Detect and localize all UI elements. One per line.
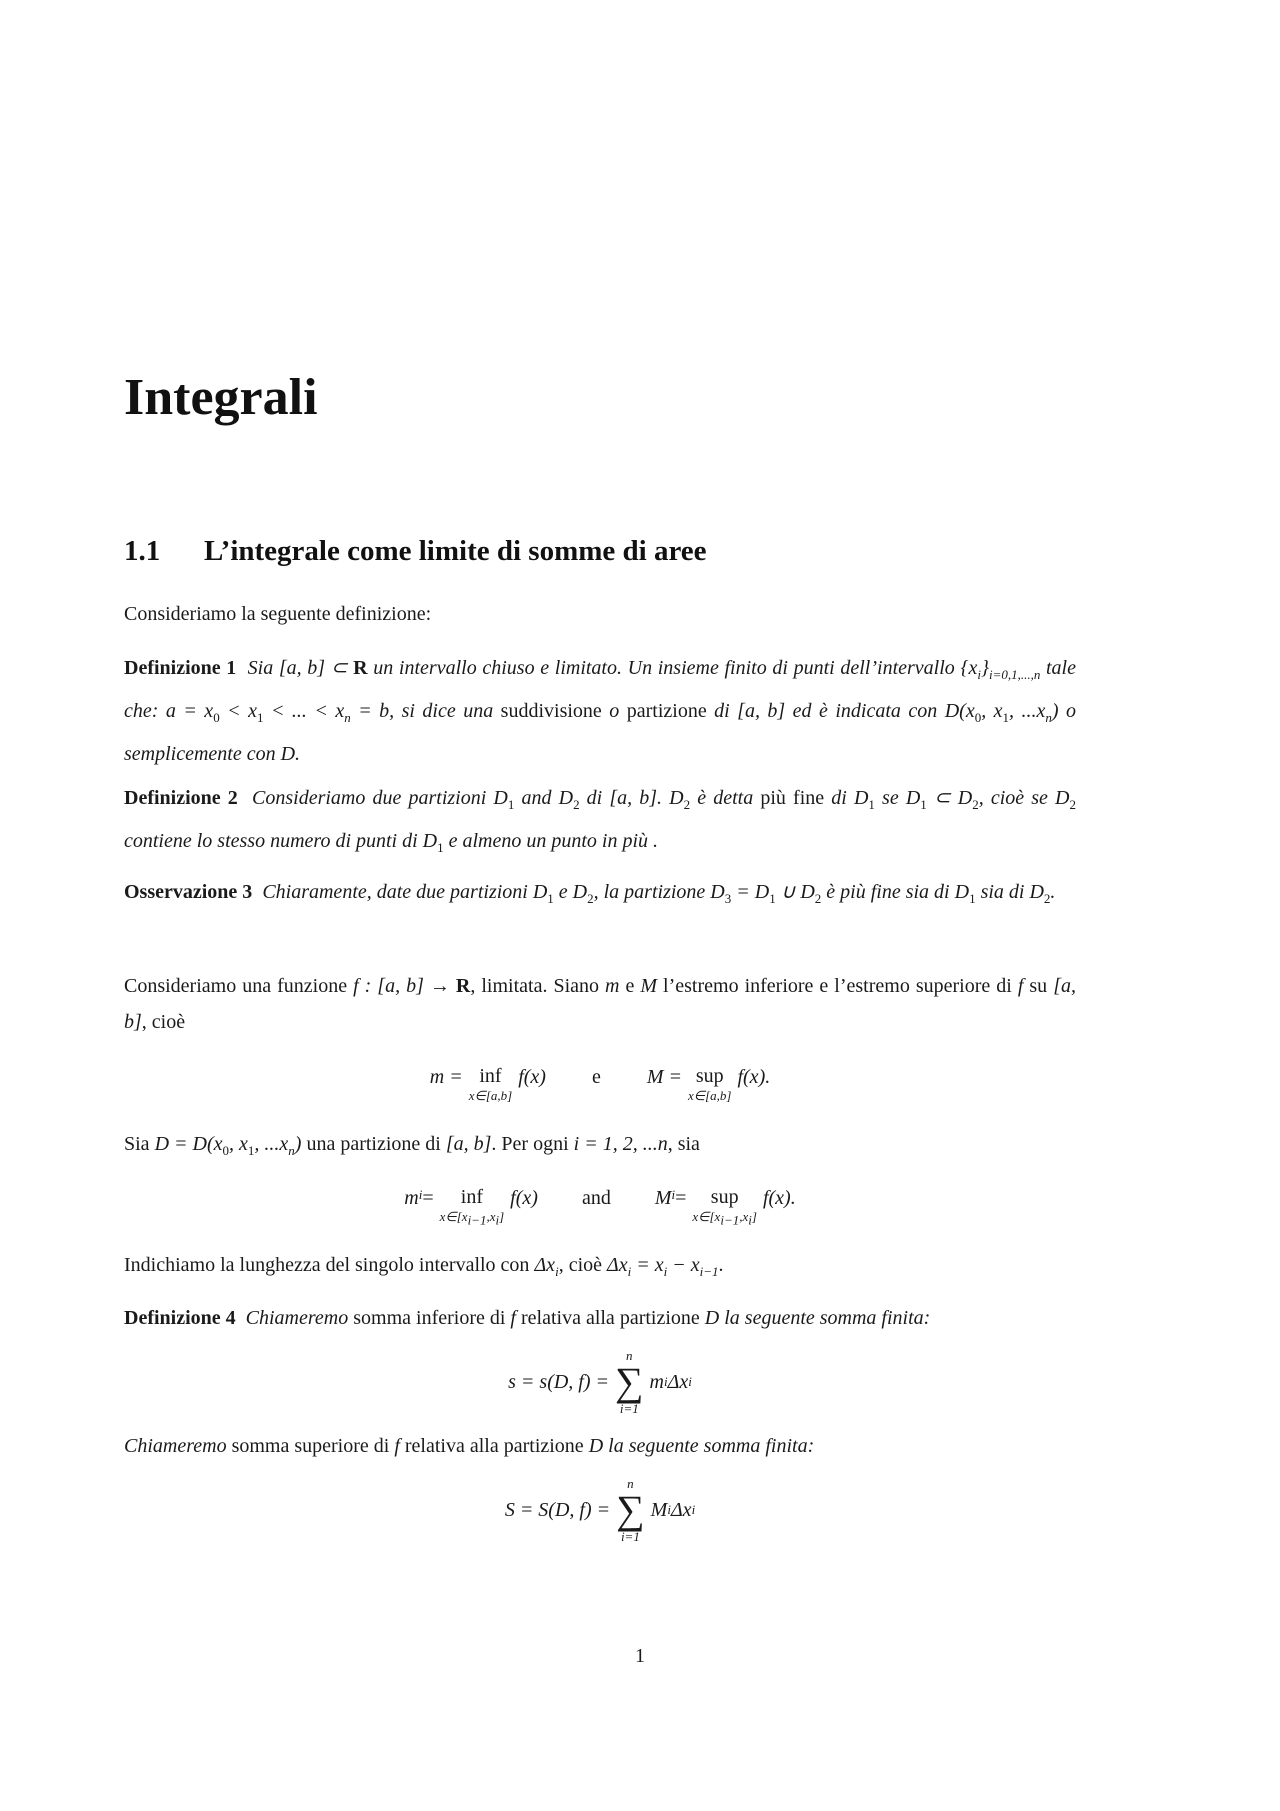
partition-paragraph: Sia $D = D(x_0$, $x_1$, $...x_n$) una partizione di [a, b]. Per ogni i = 1, 2, ...n, sia: [124, 1133, 700, 1158]
sup-operator-interval: sup $x\in[x_{i-1},x_i]$: [692, 1186, 757, 1228]
observation-3-label: Osservazione 3: [124, 881, 253, 903]
summation-symbol: n ∑ i=1: [616, 1476, 645, 1544]
equation-inf-sup: m = inf x∈[a,b] f(x) e M = sup x∈[a,b] f(x).: [429, 1065, 771, 1103]
definition-1: Definizione 1 Sia [a, b] ⊂ R un intervallo chiuso e limitato. Un insieme finito di punti dell’intervallo $\{x_i\}_{i=0,1,...,n}$ tale che: $a = x_0 < x_1$ < ... < $x_n = b$, si dice una suddivisione o partizione di [a, b] ed è indicata con $D(x_0$, $x_1$, $...x_n$) o semplicemente con D.: [124, 657, 1077, 765]
upper-sum-paragraph: Chiameremo somma superiore di f relativa alla partizione D la seguente somma finita:: [124, 1435, 815, 1457]
chapter-title: Integrali: [124, 369, 318, 426]
intro-paragraph: Consideriamo la seguente definizione:: [124, 603, 432, 625]
equation-mi-Mi: m i = inf $x\in[x_{i-1},x_i]$ f(x) and M i = sup $x\in[x_{i-1},x_i]$ f(x).: [404, 1186, 796, 1228]
observation-3: Osservazione 3 Chiaramente, date due partizioni $D_1$ e $D_2$, la partizione $D_3 = D_1$ ∪ $D_2$ è più fine sia di $D_1$ sia di $D_2$.: [124, 881, 1056, 906]
summation-symbol: n ∑ i=1: [615, 1348, 644, 1416]
definition-1-label: Definizione 1: [124, 657, 237, 679]
page-number: 1: [635, 1645, 645, 1667]
section-number: 1.1: [124, 535, 161, 567]
inf-operator: inf x∈[a,b]: [468, 1065, 513, 1103]
equation-lower-sum: s = s(D, f) = n ∑ i=1 m i Δx i: [508, 1348, 692, 1416]
sup-operator: sup x∈[a,b]: [688, 1065, 732, 1103]
equation-upper-sum: S = S(D, f) = n ∑ i=1 M i Δx i: [504, 1476, 696, 1544]
section-title: L’integrale come limite di somme di aree: [204, 535, 707, 567]
definition-4: Definizione 4 Chiameremo somma inferiore di f relativa alla partizione D la seguente somma finita:: [124, 1307, 931, 1329]
function-paragraph: Consideriamo una funzione f : [a, b] → R, limitata. Siano m e M l’estremo inferiore e l’estremo superiore di f su [a, b], cioè: [124, 975, 1076, 1033]
definition-2: Definizione 2 Consideriamo due partizioni $D_1$ and $D_2$ di [a, b]. $D_2$ è detta più fine di $D_1$ se $D_1$ ⊂ $D_2$, cioè se $D_2$ contiene lo stesso numero di punti di $D_1$ e almeno un punto in più .: [124, 787, 1077, 855]
definition-2-label: Definizione 2: [124, 787, 238, 809]
definition-4-label: Definizione 4: [124, 1307, 236, 1329]
inf-operator-interval: inf $x\in[x_{i-1},x_i]$: [439, 1186, 505, 1228]
section-heading: [124, 535, 707, 568]
delta-paragraph: Indichiamo la lunghezza del singolo intervallo con $\Delta x_i$, cioè $\Delta x_i = x_i - x_{i-1}$.: [124, 1254, 724, 1279]
